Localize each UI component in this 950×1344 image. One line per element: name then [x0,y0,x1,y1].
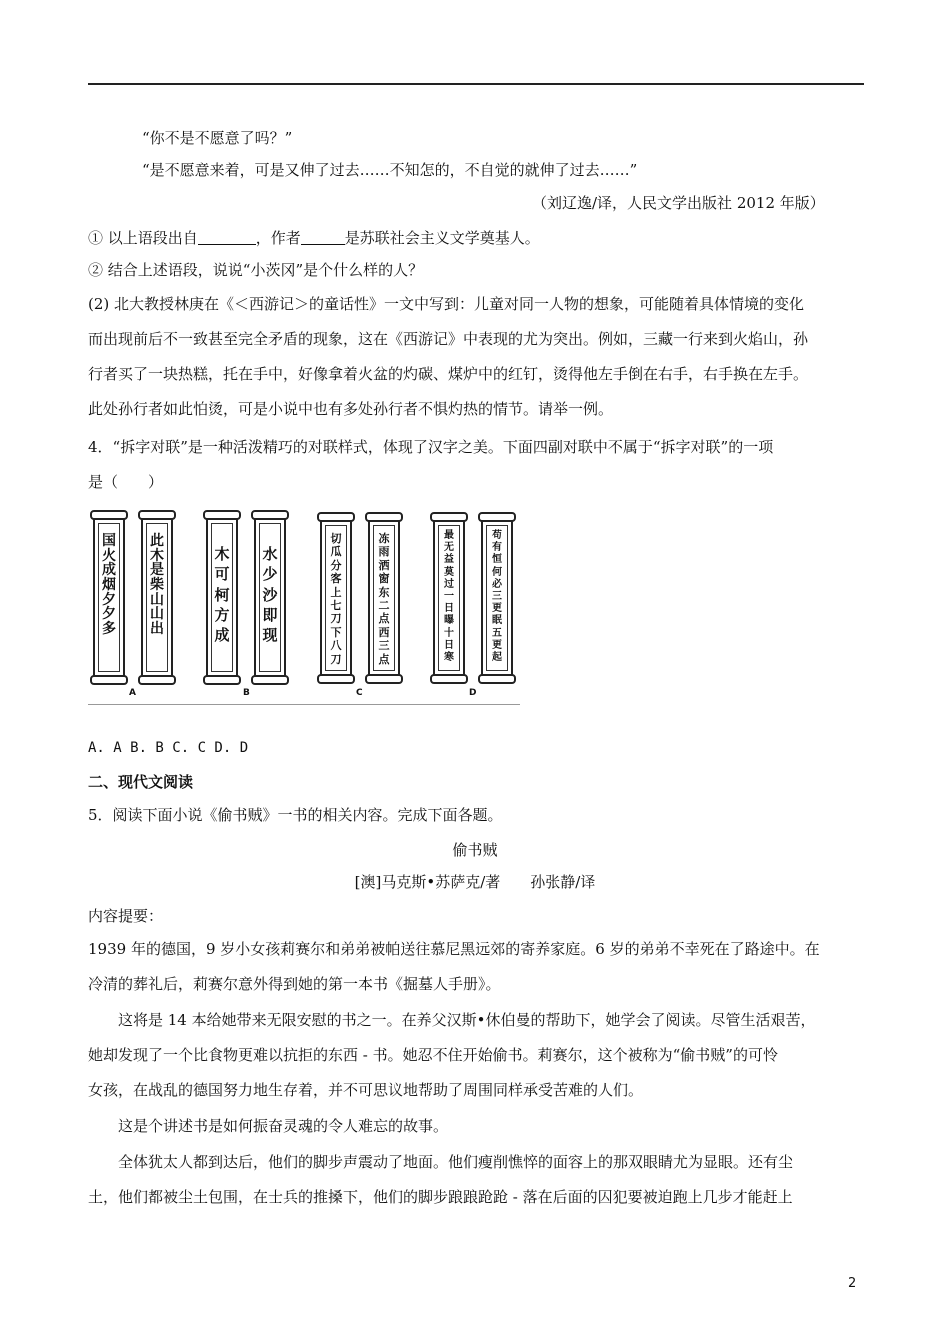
summary-line-5: 女孩，在战乱的德国努力地生存着，并不可思议地帮助了周围同样承受苦难的人们。 [88,1081,644,1099]
dialogue-line-2: “是不愿意来着，可是又伸了过去……不知怎的，不自觉的就伸了过去……” [142,161,638,179]
couplet-text: 木 可 柯 方 成 [214,545,230,644]
source-citation: （刘辽逸/译，人民文学出版社 2012 年版） [532,194,825,212]
summary-label: 内容提要： [88,907,164,925]
couplet-scroll [478,512,516,684]
passage-2-line-2: 而出现前后不一致甚至完全矛盾的现象，这在《西游记》中表现的尤为突出。例如，三藏一行来到火焰山，孙 [88,330,809,348]
couplet-scroll [203,510,241,685]
passage-2-line-1: (2) 北大教授林庚在《＜西游记＞的童话性》一文中写到：儿童对同一人物的想象，可能随着具体情境的变化 [88,295,805,313]
answer-blank-1[interactable] [198,230,256,245]
question-1-part-b: ，作者 [255,229,301,247]
couplet-text: 水 少 沙 即 现 [262,545,278,644]
answer-blank-2[interactable] [301,230,345,245]
question-5: 5．阅读下面小说《偷书贼》一书的相关内容。完成下面各题。 [88,806,503,824]
figure-baseline [88,704,520,705]
question-2: ② 结合上述语段，说说“小茨冈”是个什么样的人？ [88,261,424,279]
figure-label-b: B [243,688,250,698]
couplet-text: 切 瓜 分 客 上 七 刀 下 八 刀 [330,532,342,666]
summary-line-6: 这是个讲述书是如何振奋灵魂的令人难忘的故事。 [118,1117,449,1135]
couplet-text: 国 火 成 烟 夕 夕 多 [102,533,116,638]
question-1 [88,228,540,248]
couplet-text: 最 无 益 莫 过 一 日 曝 十 日 寒 [444,530,454,663]
summary-line-1: 1939 年的德国，9 岁小女孩莉赛尔和弟弟被帕送往慕尼黑远郊的寄养家庭。6 岁的弟弟不幸死在了路途中。在 [88,940,820,958]
figure-label-c: C [356,688,363,698]
summary-line-2: 冷清的葬礼后，莉赛尔意外得到她的第一本书《掘墓人手册》。 [88,975,501,993]
excerpt-line-1: 全体犹太人都到达后，他们的脚步声震动了地面。他们瘦削憔悴的面容上的那双眼睛尤为显眼。还有尘 [118,1153,794,1171]
figure-label-d: D [469,688,477,698]
couplet-scroll [90,510,128,685]
couplet-scroll [138,510,176,685]
couplet-scroll [317,512,355,684]
summary-line-3: 这将是 14 本给她带来无限安慰的书之一。在养父汉斯•休伯曼的帮助下，她学会了阅读。尽管生活艰苦， [118,1011,816,1029]
couplets-figure [88,502,520,708]
summary-line-4: 她却发现了一个比食物更难以抗拒的东西 - 书。她忍不住开始偷书。莉赛尔，这个被称为“偷书贼”的可怜 [88,1046,778,1064]
couplet-scroll [365,512,403,684]
book-title: 偷书贼 [452,841,498,859]
section-heading: 二、现代文阅读 [88,773,194,791]
header-rule [88,83,864,85]
figure-label-a: A [129,688,136,698]
book-author: [澳]马克斯•苏萨克/著 孙张静/译 [354,873,596,891]
couplet-scroll [251,510,289,685]
question-1-part-a: ① 以上语段出自 [88,229,198,247]
couplet-text: 苟 有 恒 何 必 三 更 眠 五 更 起 [492,530,502,663]
question-4-line-1: 4．“拆字对联”是一种活泼精巧的对联样式，体现了汉字之美。下面四副对联中不属于“拆字对联”的一项 [88,438,774,456]
passage-2-line-3: 行者买了一块热糕，托在手中，好像拿着火盆的灼碳、煤炉中的红钉，烫得他左手倒在右手，右手换在左手。 [88,365,809,383]
dialogue-line-1: “你不是不愿意了吗？” [142,129,293,147]
page-number: 2 [848,1276,857,1291]
couplet-text: 此 木 是 柴 山 山 出 [150,533,164,638]
excerpt-line-2: 土，他们都被尘土包围，在士兵的推搡下，他们的脚步踉踉跄跄 - 落在后面的囚犯要被迫跑上几步才能赶上 [88,1188,793,1206]
question-4-line-2: 是（ ） [88,473,164,491]
couplet-text: 冻 雨 洒 窗 东 二 点 西 三 点 [378,532,390,666]
question-1-part-c: 是苏联社会主义文学奠基人。 [344,229,540,247]
passage-2-line-4: 此处孙行者如此怕烫，可是小说中也有多处孙行者不惧灼热的情节。请举一例。 [88,400,614,418]
couplet-scroll [430,512,468,684]
answer-options: A. A B. B C. C D. D [88,740,249,756]
